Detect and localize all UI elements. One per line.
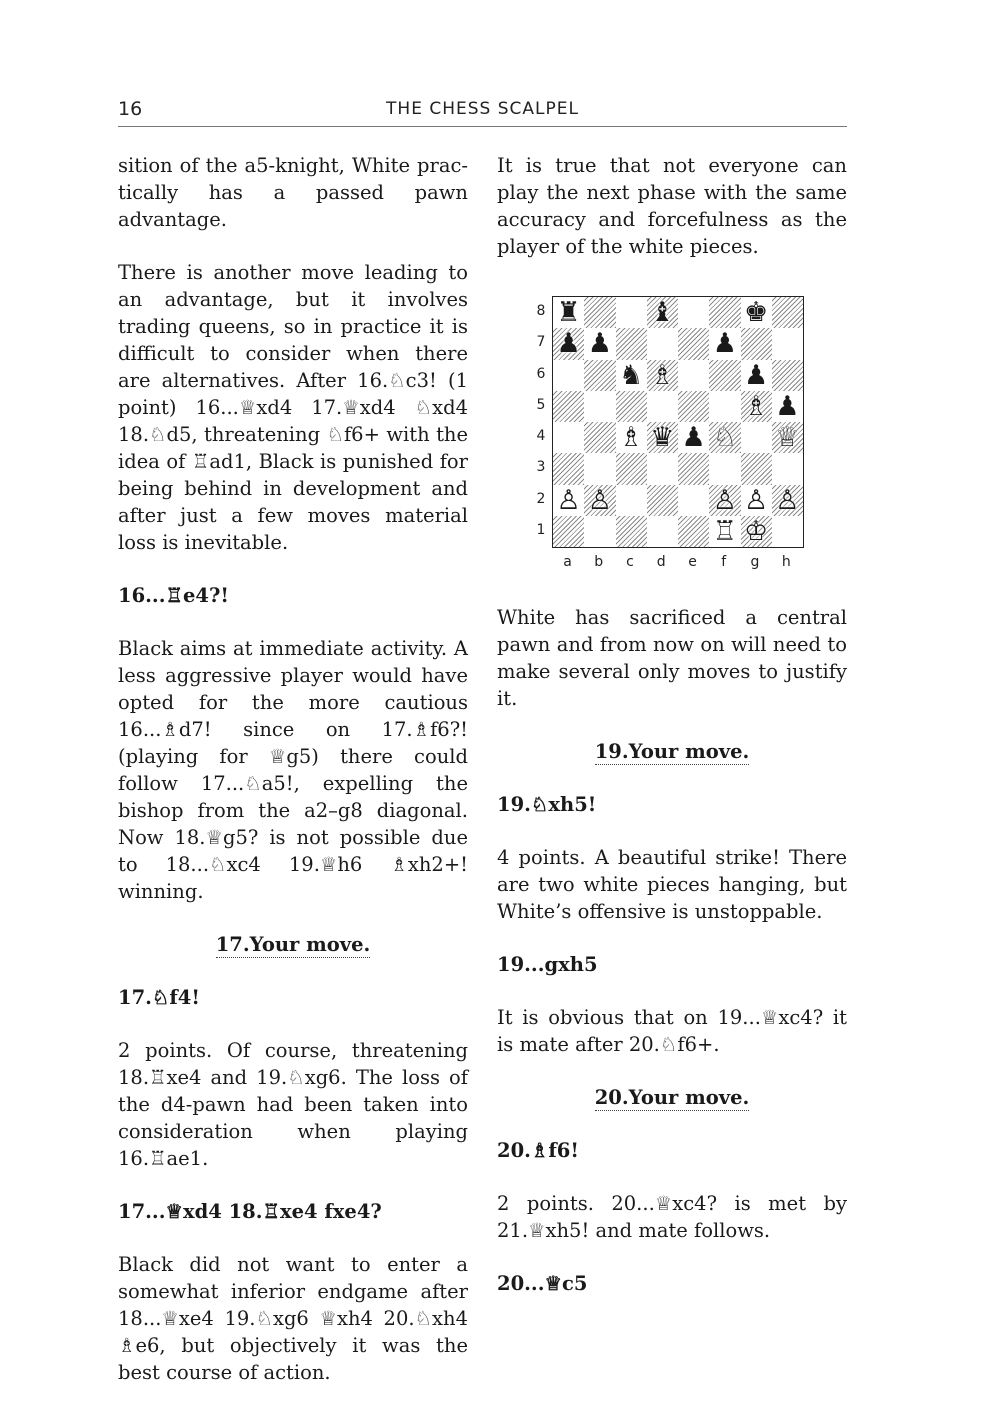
square-d4 (647, 422, 678, 453)
chess-piece: ♜ (556, 297, 581, 329)
square-g8 (741, 297, 772, 328)
square-h8 (772, 297, 803, 328)
square-d7 (647, 328, 678, 359)
square-f4 (709, 422, 740, 453)
square-f5 (709, 391, 740, 422)
square-g7 (741, 328, 772, 359)
chess-piece: ♙ (744, 484, 769, 516)
square-h3 (772, 453, 803, 484)
square-g4 (741, 422, 772, 453)
square-e1 (678, 516, 709, 547)
chess-piece: ♘ (712, 422, 737, 454)
paragraph: It is true that not everyone can play the next phase with the same accuracy and forcefulness as the player of the white pieces. (497, 154, 847, 258)
chess-piece: ♙ (587, 484, 612, 516)
square-h2 (772, 485, 803, 516)
file-label: h (781, 554, 791, 570)
square-a8 (553, 297, 584, 328)
rank-label: 5 (536, 396, 546, 413)
chess-piece: ♙ (556, 484, 581, 516)
square-c3 (616, 453, 647, 484)
rank-label: 8 (536, 303, 546, 319)
square-c6 (616, 360, 647, 391)
chess-diagram (497, 286, 847, 604)
square-f3 (709, 453, 740, 484)
chess-piece: ♔ (744, 515, 769, 547)
square-c1 (616, 516, 647, 547)
move-heading: 17.♘f4! (118, 986, 200, 1009)
square-d8 (647, 297, 678, 328)
paragraph: 4 points. A beautiful strike! There are two white pieces hanging, but White’s offensive is unstoppable. (497, 846, 847, 923)
paragraph: 2 points. Of course, threatening 18.♖xe4 and 19.♘xg6. The loss of the d4-pawn had been taken into consideration when playing 16.♖ae1. (118, 1039, 468, 1170)
file-label: a (563, 554, 572, 570)
square-f6 (709, 360, 740, 391)
page-number: 16 (118, 98, 143, 120)
square-b6 (584, 360, 615, 391)
file-label: c (626, 554, 634, 570)
square-b3 (584, 453, 615, 484)
square-g1 (741, 516, 772, 547)
chess-piece: ♕ (775, 422, 800, 454)
square-c2 (616, 485, 647, 516)
file-label: e (688, 554, 697, 570)
square-h1 (772, 516, 803, 547)
right-column (497, 152, 847, 1323)
chess-piece: ♙ (712, 484, 737, 516)
your-move-label: 20.Your move. (594, 1086, 750, 1109)
square-g6 (741, 360, 772, 391)
square-g5 (741, 391, 772, 422)
paragraph: sition of the a5-knight, White practically has a passed pawn advantage. (118, 154, 468, 231)
paragraph: White has sacrificed a central pawn and from now on will need to make several only moves to justify it. (497, 606, 847, 710)
square-c5 (616, 391, 647, 422)
chess-piece: ♗ (744, 390, 769, 422)
square-b7 (584, 328, 615, 359)
square-e3 (678, 453, 709, 484)
square-b5 (584, 391, 615, 422)
file-label: f (721, 554, 727, 570)
square-b1 (584, 516, 615, 547)
rank-label: 3 (536, 459, 546, 476)
square-f1 (709, 516, 740, 547)
move-heading: 16...♖e4?! (118, 584, 229, 607)
square-a2 (553, 485, 584, 516)
page-header (118, 96, 847, 127)
rank-label: 1 (536, 521, 546, 538)
move-heading: 20.♗f6! (497, 1139, 579, 1162)
square-e6 (678, 360, 709, 391)
paragraph: There is another move leading to an advantage, but it involves trading queens, so in practice it is difficult to consider when there are alternatives. After 16.♘c3! (1 point) 16...♕xd4 17.♕xd4 ♘xd4 18.♘d5, threatening ♘f6+ with the idea of ♖ad1, Black is punished for being behind in development and after just a few moves material loss is inevitable. (118, 261, 468, 554)
your-move-prompt (497, 738, 847, 765)
paragraph: It is obvious that on 19...♕xc4? it is mate after 20.♘f6+. (497, 1006, 847, 1056)
your-move-prompt (497, 1084, 847, 1111)
square-f8 (709, 297, 740, 328)
chess-piece: ♗ (619, 422, 644, 454)
running-title: THE CHESS SCALPEL (386, 99, 579, 119)
square-e8 (678, 297, 709, 328)
square-c7 (616, 328, 647, 359)
chess-piece: ♟ (681, 422, 706, 454)
square-c8 (616, 297, 647, 328)
move-heading: 17...♕xd4 18.♖xe4 fxe4? (118, 1200, 382, 1223)
square-a1 (553, 516, 584, 547)
paragraph: 2 points. 20...♕xc4? is met by 21.♕xh5! and mate follows. (497, 1192, 847, 1242)
chess-board (552, 296, 804, 548)
square-e5 (678, 391, 709, 422)
chess-piece: ♟ (556, 328, 581, 360)
square-a4 (553, 422, 584, 453)
square-g2 (741, 485, 772, 516)
square-h4 (772, 422, 803, 453)
rank-label: 4 (536, 428, 546, 444)
square-a5 (553, 391, 584, 422)
chess-piece: ♚ (744, 297, 769, 329)
rank-label: 7 (536, 334, 546, 351)
your-move-prompt (118, 931, 468, 958)
move-heading: 20...♕c5 (497, 1272, 588, 1295)
file-label: d (656, 554, 666, 570)
square-b8 (584, 297, 615, 328)
square-e7 (678, 328, 709, 359)
chess-piece: ♗ (650, 359, 675, 391)
square-a3 (553, 453, 584, 484)
chess-piece: ♟ (712, 328, 737, 360)
square-h6 (772, 360, 803, 391)
square-e4 (678, 422, 709, 453)
chess-piece: ♙ (775, 484, 800, 516)
square-d3 (647, 453, 678, 484)
square-b2 (584, 485, 615, 516)
square-g3 (741, 453, 772, 484)
file-label: b (594, 554, 604, 570)
square-a7 (553, 328, 584, 359)
square-a6 (553, 360, 584, 391)
your-move-label: 19.Your move. (594, 740, 750, 763)
square-f7 (709, 328, 740, 359)
square-h5 (772, 391, 803, 422)
move-heading: 19...gxh5 (497, 953, 598, 976)
chess-piece: ♝ (650, 297, 675, 329)
paragraph: Black did not want to enter a somewhat inferior endgame after 18...♕xe4 19.♘xg6 ♕xh4 20.♘xh4 ♗e6, but objectively it was the best course of action. (118, 1253, 468, 1384)
chess-piece: ♖ (712, 515, 737, 547)
square-d5 (647, 391, 678, 422)
chess-piece: ♟ (775, 390, 800, 422)
square-b4 (584, 422, 615, 453)
square-d6 (647, 360, 678, 391)
rank-label: 6 (536, 365, 546, 382)
left-column (118, 152, 468, 1412)
paragraph: Black aims at immediate activity. A less aggressive player would have opted for the more cautious 16...♗d7! since on 17.♗f6?! (playing for ♕g5) there could follow 17...♘a5!, expelling the bishop from the a2–g8 diagonal. Now 18.♕g5? is not possible due to 18...♘xc4 19.♕h6 ♗xh2+! winning. (118, 637, 468, 903)
rank-label: 2 (536, 490, 546, 507)
chess-piece: ♞ (619, 359, 644, 391)
move-heading: 19.♘xh5! (497, 793, 597, 816)
chess-piece: ♟ (587, 328, 612, 360)
square-d2 (647, 485, 678, 516)
your-move-label: 17.Your move. (215, 933, 371, 956)
chess-piece: ♛ (650, 422, 675, 454)
square-e2 (678, 485, 709, 516)
square-h7 (772, 328, 803, 359)
square-d1 (647, 516, 678, 547)
chess-piece: ♟ (744, 359, 769, 391)
square-c4 (616, 422, 647, 453)
square-f2 (709, 485, 740, 516)
file-label: g (750, 554, 760, 570)
